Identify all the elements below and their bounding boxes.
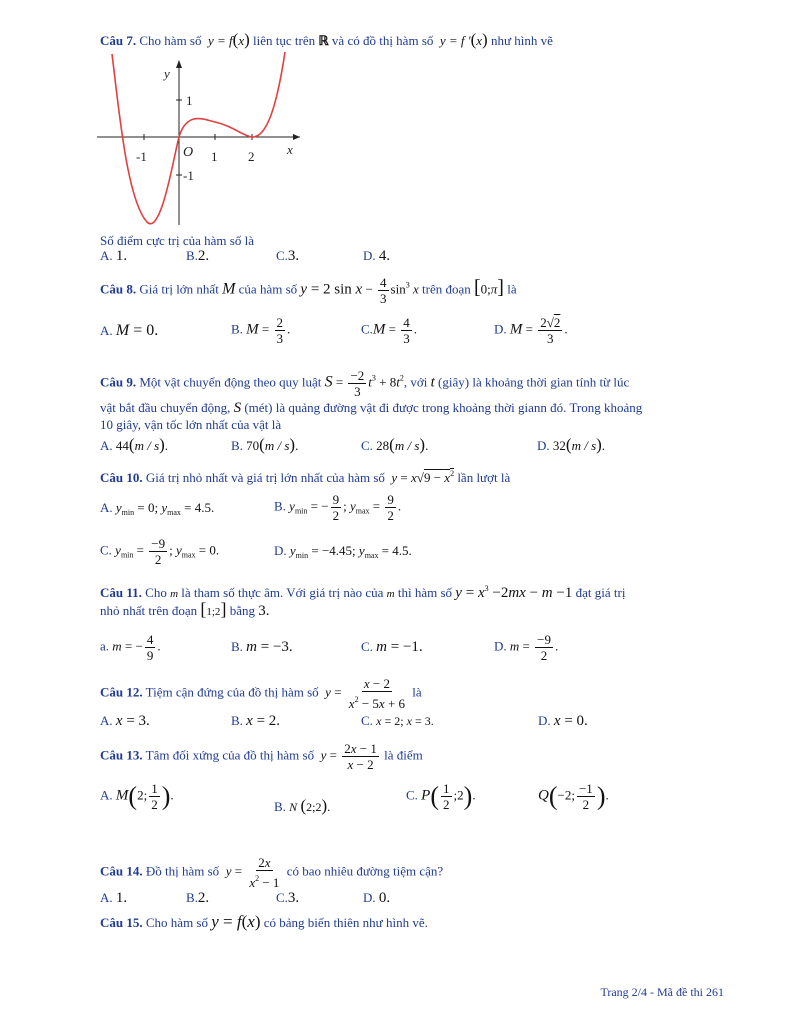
graph-x-label: x <box>287 142 293 157</box>
q11-option-d[interactable]: D. m = $\frac{-9}{2}$ . <box>494 632 559 663</box>
q13-option-a[interactable]: A. M(2; $\frac{1}{2}$ ). <box>100 781 174 812</box>
graph-tick-x1: 1 <box>211 149 218 164</box>
q14-option-d[interactable]: D. 0. <box>363 890 391 906</box>
graph-tick-ym1: -1 <box>183 168 194 183</box>
q8-option-b[interactable]: B. M = $\frac{2}{3}$ . <box>231 315 291 346</box>
graph-y-label: y <box>164 66 170 81</box>
q14-option-b[interactable]: B.2. <box>186 890 210 906</box>
q9-stem-line3: 10 giây, vận tốc lớn nhất của vật là <box>100 417 282 432</box>
graph-tick-x2: 2 <box>248 149 255 164</box>
q10-option-b[interactable]: B. $y_{min}$ = − $\frac{9}{2}$ ; $y_{max}$ = $\frac{9}{2}$ . <box>274 492 402 523</box>
q7-question: Số điểm cực trị của hàm số là <box>100 233 254 248</box>
q9-option-a[interactable]: A. 44(m / s). <box>100 435 169 454</box>
graph-tick-y1: 1 <box>186 93 193 108</box>
q13-option-d[interactable]: Q(−2; $\frac{-1}{2}$ ). <box>538 781 609 812</box>
q15-stem: Câu 15. Cho hàm số y = f(x) có bảng biến thiên như hình vẽ. <box>100 912 428 931</box>
q9-stem-line2: vật bắt đầu chuyển động, S (mét) là quảng đường vật đi được trong khoảng thời giann đó. Trong khoảng <box>100 400 643 416</box>
q8-stem: Câu 8. Giá trị lớn nhất M của hàm số y = 2 sin x − $\frac{4}{3}$ $\sin^3 x$ trên đoạn [0;π] là <box>100 275 517 306</box>
q12-option-c[interactable]: C. x = 2; x = 3. <box>361 713 434 728</box>
q8-option-a[interactable]: A. M = 0. <box>100 322 159 339</box>
q7-stem: Câu 7. Cho hàm số y = f(x) liên tục trên ℝ và có đồ thị hàm số y = f '(x) như hình vẽ <box>100 30 553 49</box>
q11-option-b[interactable]: B. m = −3. <box>231 639 293 655</box>
q14-option-a[interactable]: A. 1. <box>100 890 128 906</box>
q14-stem: Câu 14. Đồ thị hàm số y = $\frac{2x}{x^2 - 1}$ có bao nhiêu đường tiệm cận? <box>100 855 444 890</box>
q7-option-a[interactable]: A. 1. <box>100 248 128 264</box>
q14-option-c[interactable]: C.3. <box>276 890 300 906</box>
graph-tick-xm1: -1 <box>136 149 147 164</box>
q10-stem: Câu 10. Giá trị nhỏ nhất và giá trị lớn nhất của hàm số $y = x√9 - x^2$ lần lượt là <box>100 469 511 485</box>
q7-option-c[interactable]: C.3. <box>276 248 300 264</box>
q10-option-d[interactable]: D. $y_{min} = -4.45$; $y_{max} = 4.5$. <box>274 543 412 560</box>
q7-label: Câu 7. <box>100 33 137 48</box>
q8-option-d[interactable]: D. M = $\frac{2√2}{3}$ . <box>494 315 568 346</box>
derivative-curve <box>112 52 285 224</box>
q13-stem: Câu 13. Tâm đối xứng của đồ thị hàm số y = $\frac{2x - 1}{x - 2}$ là điểm <box>100 741 423 772</box>
derivative-graph <box>95 50 305 232</box>
q7-option-d[interactable]: D. 4. <box>363 248 391 264</box>
q8-option-c[interactable]: C.M = $\frac{4}{3}$ . <box>361 315 418 346</box>
q12-stem: Câu 12. Tiệm cận đứng của đồ thị hàm số y = $\frac{x - 2}{x^2 - 5x + 6}$ là <box>100 676 422 711</box>
q9-option-b[interactable]: B. 70(m / s). <box>231 435 299 454</box>
q12-option-a[interactable]: A. x = 3. <box>100 713 150 729</box>
q9-option-c[interactable]: C. 28(m / s). <box>361 435 429 454</box>
q7-option-b[interactable]: B.2. <box>186 248 210 264</box>
q10-option-c[interactable]: C. $y_{min}$ = $\frac{-9}{2}$ ; $y_{max} = 0$. <box>100 536 220 567</box>
q11-stem-line2: nhỏ nhất trên đoạn [1;2] bằng 3. <box>100 599 270 619</box>
q9-option-d[interactable]: D. 32(m / s). <box>537 435 606 454</box>
q10-option-a[interactable]: A. $y_{min} = 0$; $y_{max} = 4.5$. <box>100 500 215 517</box>
q11-stem-line1: Câu 11. Cho m là tham số thực âm. Với giá trị nào của m thì hàm số $y = x^3 -2mx - m -1$ đạt giá trị <box>100 584 626 601</box>
q9-stem-line1: Câu 9. Một vật chuyển động theo quy luật S = $\frac{-2}{3}$ $t^3 + 8t^2$, với t (giây) là khoảng thời gian tính từ lúc <box>100 368 630 399</box>
graph-origin-label: O <box>183 145 194 160</box>
q11-option-a[interactable]: a. m = − $\frac{4}{9}$ . <box>100 632 161 663</box>
page-footer: Trang 2/4 - Mã đề thi 261 <box>600 985 724 999</box>
q13-option-b[interactable]: B. N (2;2). <box>274 796 331 815</box>
q12-option-d[interactable]: D. x = 0. <box>538 713 588 729</box>
q12-option-b[interactable]: B. x = 2. <box>231 713 281 729</box>
q11-option-c[interactable]: C. m = −1. <box>361 639 423 655</box>
q13-option-c[interactable]: C. P( $\frac{1}{2}$ ;2). <box>406 781 476 812</box>
